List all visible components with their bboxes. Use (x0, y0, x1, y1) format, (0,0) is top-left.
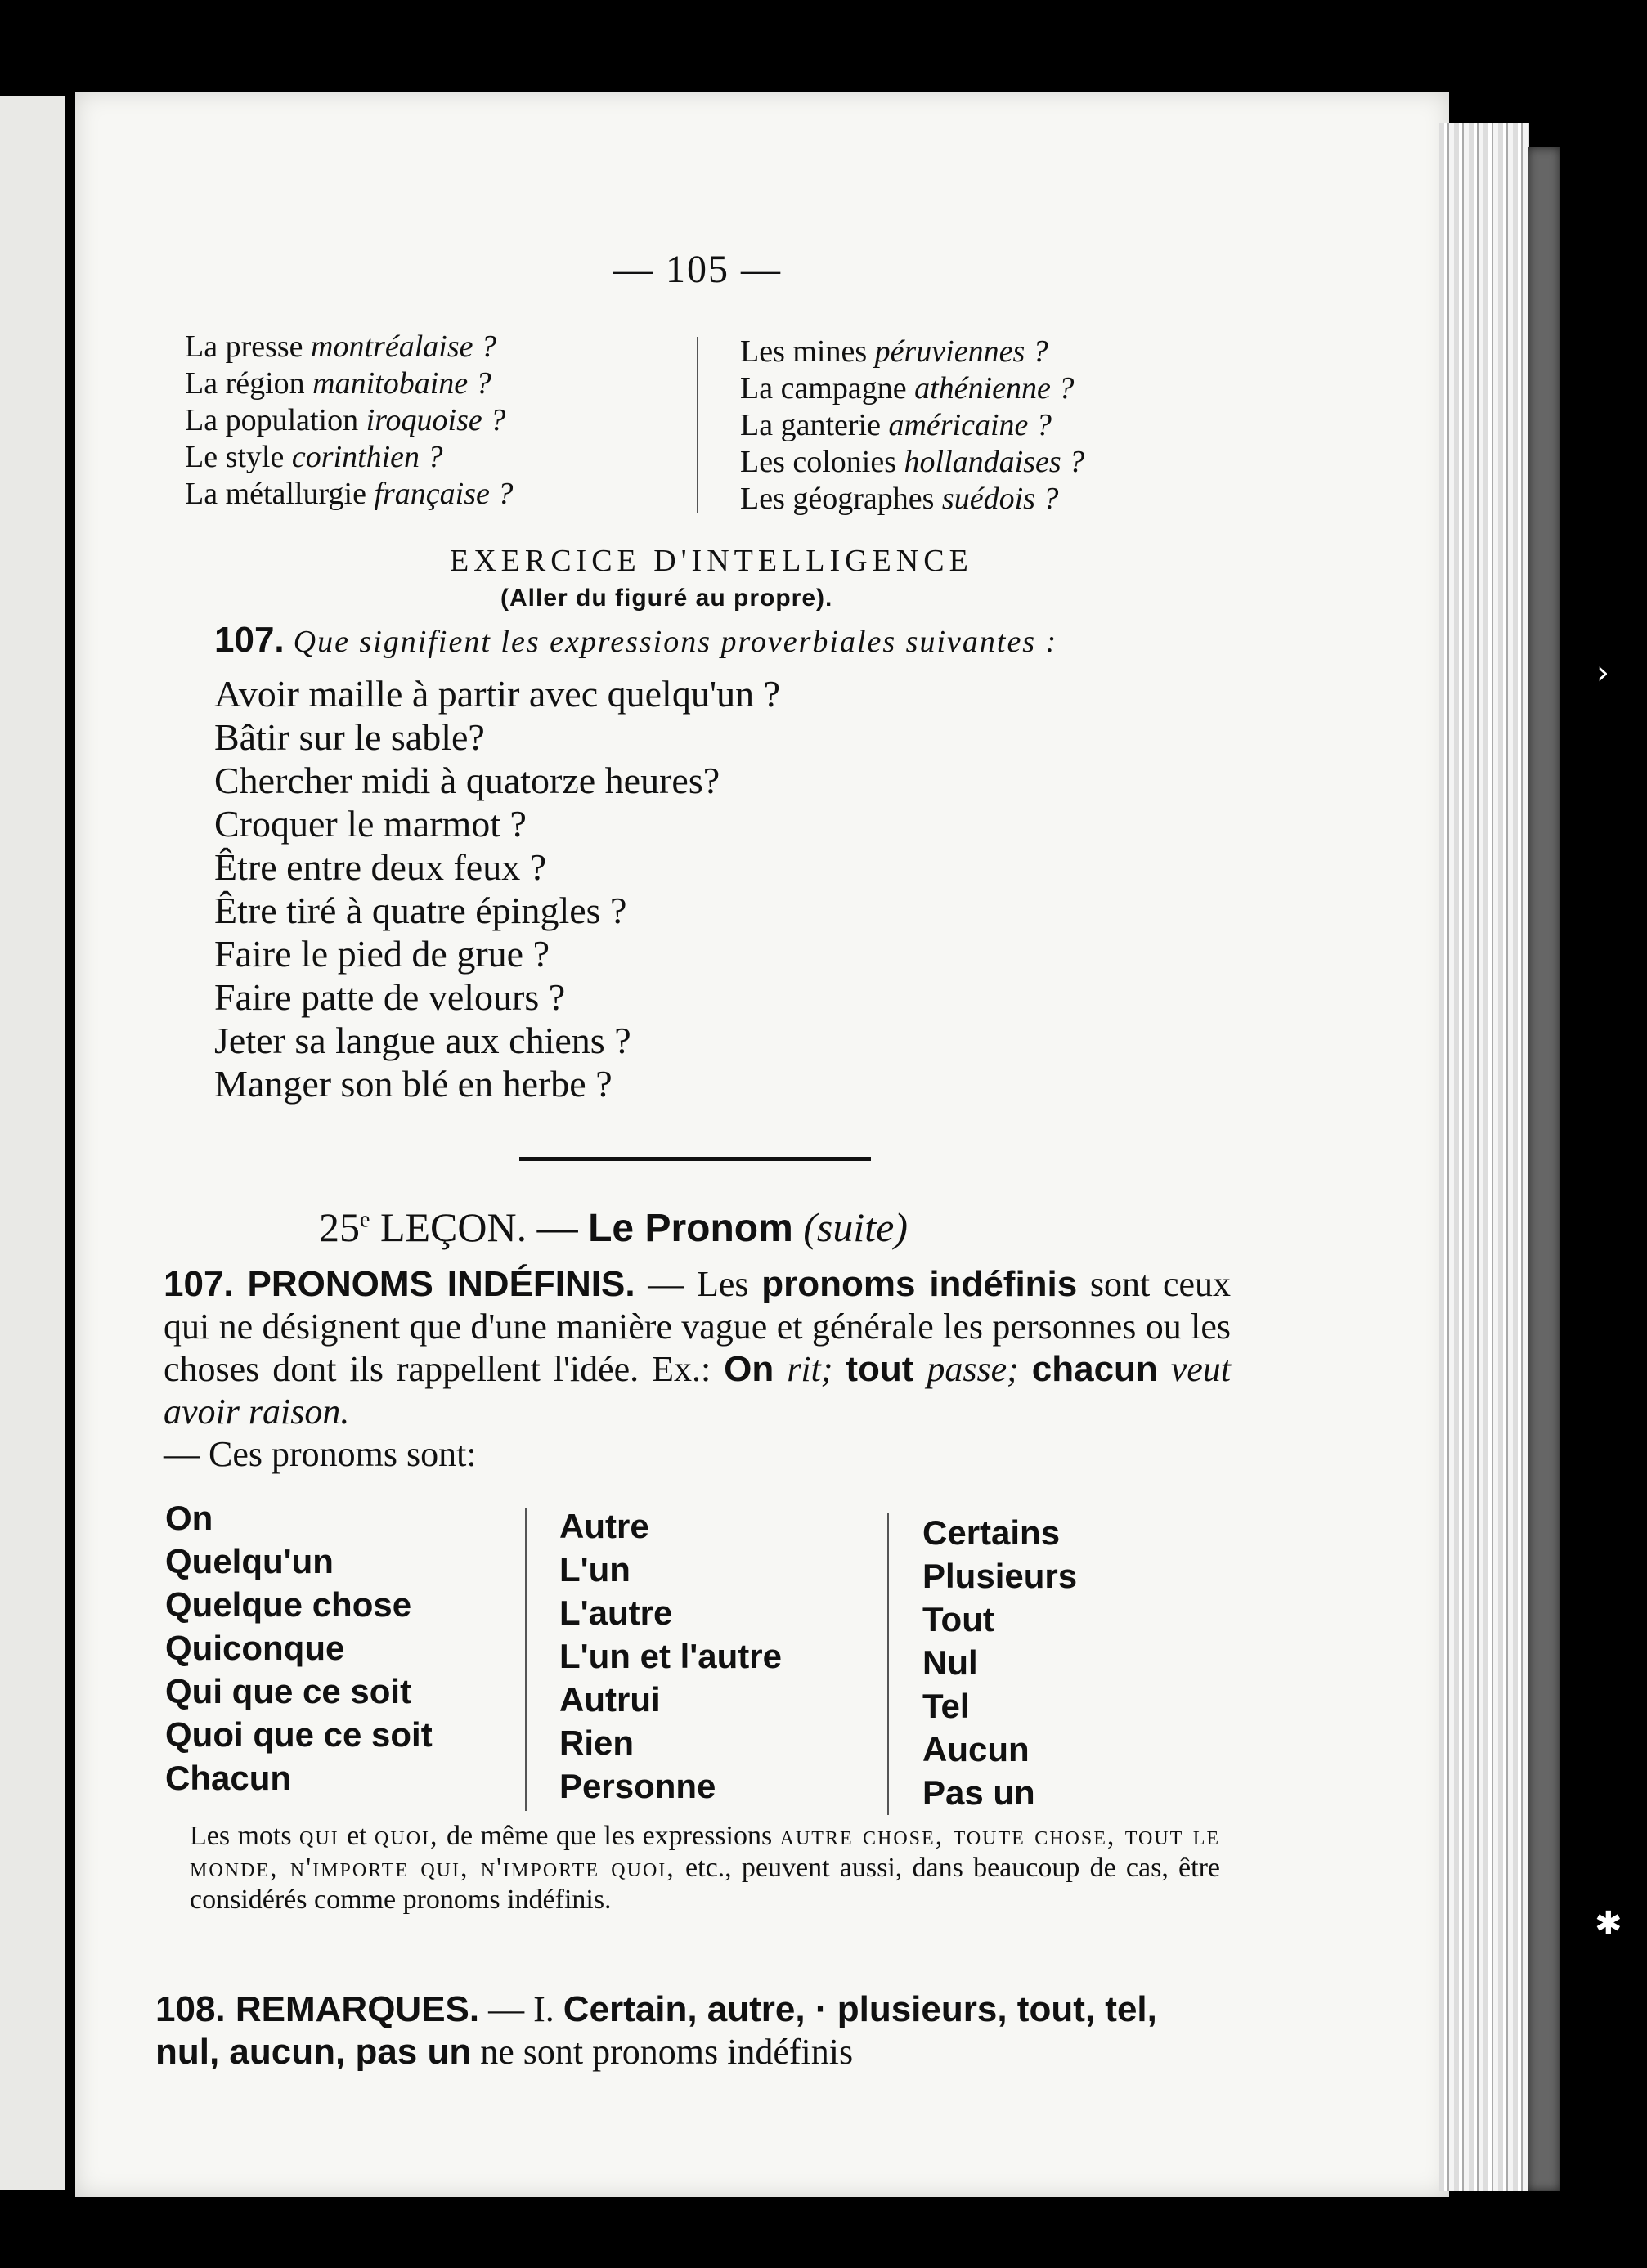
section-108-heading: 108. REMARQUES. (155, 1989, 480, 2029)
section-108-paragraph: 108. REMARQUES. — I. Certain, autre, · plusieurs, tout, tel, nul, aucun, pas un ne sont pronoms indéfinis (155, 1989, 1157, 2072)
page-number: — 105 — (613, 248, 782, 291)
question-item: La région manitobaine ? (185, 366, 491, 401)
exercise-title: EXERCICE D'INTELLIGENCE (450, 544, 973, 578)
question-item: La ganterie américaine ? (740, 408, 1052, 442)
pronoun-item: Pas un (922, 1773, 1035, 1812)
exercise-question (214, 619, 1057, 661)
pronoun-item: Quoi que ce soit (165, 1715, 433, 1754)
question-item: La population iroquoise ? (185, 403, 506, 437)
section-divider (519, 1157, 871, 1161)
section-107-paragraph: 107. PRONOMS INDÉFINIS. — Les pronoms indéfinis sont ceux qui ne désignent que d'une manière vague et générale les personnes ou les choses dont ils rappellent l'idée. Ex.: On rit; tout passe; chacun veut avoir raison. — Ces pronoms sont: (164, 1264, 1232, 1474)
expression-list (214, 672, 780, 1105)
pronoun-item: L'autre (559, 1593, 673, 1632)
expression-item: Avoir maille à partir avec quelqu'un ? (214, 673, 781, 715)
pronoun-item: Aucun (922, 1730, 1030, 1768)
book-spine (1528, 147, 1560, 2191)
pronoun-item: Nul (922, 1643, 978, 1682)
expression-item: Être entre deux feux ? (214, 846, 547, 888)
pronoun-item: Plusieurs (922, 1557, 1078, 1595)
exercise-prompt: Que signifient les expressions proverbiales suivantes : (293, 625, 1058, 659)
pronoun-item: L'un (559, 1550, 631, 1589)
pronoun-item: Rien (559, 1723, 635, 1762)
expression-item: Croquer le marmot ? (214, 803, 527, 845)
expression-item: Faire patte de velours ? (214, 976, 566, 1018)
pronoun-item: Quiconque (165, 1629, 345, 1667)
expression-item: Bâtir sur le sable? (214, 716, 485, 758)
pronoun-item: Quelque chose (165, 1585, 412, 1624)
question-list-left (185, 329, 513, 513)
pronoun-list-col1 (165, 1496, 433, 1800)
expression-item: Faire le pied de grue ? (214, 933, 550, 975)
pronoun-item: Autrui (559, 1680, 661, 1719)
pronoun-item: Quelqu'un (165, 1542, 334, 1580)
expression-item: Jeter sa langue aux chiens ? (214, 1020, 631, 1061)
lesson-heading: 25e LEÇON. — Le Pronom (suite) (319, 1204, 909, 1250)
pronoun-item: On (165, 1499, 213, 1537)
question-list-right (740, 334, 1084, 518)
pronoun-list-col2 (559, 1504, 782, 1808)
question-item: Les colonies hollandaises ? (740, 445, 1085, 479)
expression-item: Chercher midi à quatorze heures? (214, 760, 720, 801)
pronoun-list-col3 (922, 1511, 1077, 1814)
pronoun-item: Tel (922, 1687, 970, 1725)
pronoun-item: Qui que ce soit (165, 1672, 412, 1710)
question-item: Les mines péruviennes ? (740, 334, 1048, 369)
page-stack-edge (1439, 123, 1529, 2191)
pronoun-item: Autre (559, 1507, 649, 1545)
expression-item: Manger son blé en herbe ? (214, 1063, 613, 1105)
note-paragraph: Les mots qui et quoi, de même que les expressions autre chose, toute chose, tout le monde, n'importe qui, n'importe quoi, etc., peuvent aussi, dans beaucoup de cas, être considérés comme pronoms indéfinis. (190, 1821, 1221, 1915)
pronoun-item: L'un et l'autre (559, 1637, 782, 1675)
question-item: Le style corinthien ? (185, 440, 443, 474)
section-107-heading: 107. PRONOMS INDÉFINIS. (164, 1264, 635, 1304)
scan-speck: › (1596, 654, 1609, 692)
pronoun-item: Chacun (165, 1759, 292, 1797)
column-divider (697, 337, 698, 513)
question-item: La presse montréalaise ? (185, 329, 496, 364)
column-divider (887, 1513, 889, 1815)
exercise-number: 107. (214, 620, 285, 660)
column-divider (525, 1508, 527, 1811)
question-item: La métallurgie française ? (185, 477, 514, 511)
pronoun-item: Personne (559, 1767, 716, 1805)
question-item: Les géographes suédois ? (740, 482, 1059, 516)
pronoun-item: Certains (922, 1513, 1061, 1552)
expression-item: Être tiré à quatre épingles ? (214, 890, 627, 931)
exercise-subtitle: (Aller du figuré au propre). (500, 585, 833, 612)
question-item: La campagne athénienne ? (740, 371, 1075, 406)
pronoun-item: Tout (922, 1600, 994, 1638)
scan-speck: ✱ (1595, 1905, 1622, 1943)
left-page-edge (0, 96, 65, 2190)
